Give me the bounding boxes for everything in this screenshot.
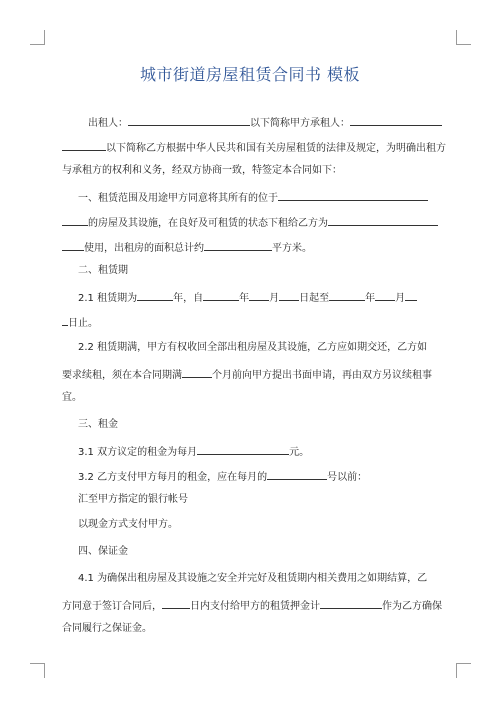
- blank-due-day[interactable]: [267, 468, 327, 480]
- blank-end-month[interactable]: [375, 289, 395, 301]
- line-rent-due: 3.2 乙方支付甲方每月的租金，应在每月的 号以前：: [78, 468, 458, 485]
- line-rent-amount: 3.1 双方议定的租金为每月 元。: [78, 443, 458, 460]
- blank-deposit-amount[interactable]: [320, 597, 382, 609]
- heading-deposit: 四、保证金: [78, 546, 128, 557]
- blank-end-year[interactable]: [329, 289, 365, 301]
- line-lessor: 出租人： 以下简称甲方承租人：: [88, 114, 468, 131]
- line-intro-2: 与承租方的权利和义务，经双方协商一致，特签定本合同如下：: [62, 165, 342, 176]
- blank-start-month[interactable]: [249, 289, 269, 301]
- line-scope: 一、租赁范围及用途甲方同意将其所有的位于: [78, 189, 458, 206]
- blank-lessor[interactable]: [128, 114, 250, 126]
- line-deposit-purpose: 4.1 为确保出租房屋及其设施之安全并完好及租赁期内相关费用之如期结算，乙: [78, 573, 428, 584]
- blank-monthly-rent[interactable]: [197, 443, 289, 455]
- crop-mark-top-left: [30, 30, 45, 45]
- blank-term-years[interactable]: [137, 289, 173, 301]
- blank-purpose[interactable]: [328, 214, 438, 226]
- line-renewal-end: 宜。: [62, 392, 82, 403]
- heading-rent: 三、租金: [78, 419, 118, 430]
- document-title: 城市街道房屋租赁合同书 模板: [139, 65, 361, 84]
- line-scope-2: 的房屋及其设施，在良好及可租赁的状态下租给乙方为: [62, 214, 442, 231]
- heading-lease-term: 二、租赁期: [78, 265, 128, 276]
- line-deposit-end: 合同履行之保证金。: [62, 623, 152, 634]
- crop-mark-bottom-left: [30, 663, 45, 678]
- blank-location[interactable]: [278, 189, 428, 201]
- blank-area[interactable]: [204, 239, 272, 251]
- blank-start-day[interactable]: [279, 289, 299, 301]
- line-cash-payment: 以现金方式支付甲方。: [78, 519, 178, 530]
- blank-deposit-days[interactable]: [162, 597, 190, 609]
- line-area: 使用，出租房的面积总计约 平方米。: [62, 239, 442, 256]
- crop-mark-top-right: [456, 30, 471, 45]
- line-renewal: 要求续租，须在本合同期满 个月前向甲方提出书面申请，再由双方另议续租事: [62, 366, 442, 383]
- blank-lessee-cont[interactable]: [62, 139, 106, 151]
- line-bank-transfer: 汇至甲方指定的银行帐号: [78, 494, 188, 505]
- blank-start-year[interactable]: [203, 289, 239, 301]
- crop-mark-bottom-right: [456, 663, 471, 678]
- line-term-end: 日止。: [62, 314, 442, 331]
- line-expiry: 2.2 租赁期满，甲方有权收回全部出租房屋及其设施，乙方应如期交还，乙方如: [78, 342, 428, 353]
- blank-renewal-months[interactable]: [182, 366, 212, 378]
- line-term: 2.1 租赁期为 年，自 年 月 日起至 年 月: [78, 289, 458, 306]
- blank-end-day[interactable]: [405, 289, 417, 301]
- blank-location-cont[interactable]: [62, 214, 88, 226]
- line-deposit-amount: 方同意于签订合同后， 日内支付给甲方的租赁押金计 作为乙方确保: [62, 597, 442, 614]
- blank-purpose-cont[interactable]: [62, 239, 84, 251]
- blank-lessee[interactable]: [350, 114, 442, 126]
- line-intro: 以下简称乙方根据中华人民共和国有关房屋租赁的法律及规定，为明确出租方: [62, 139, 442, 156]
